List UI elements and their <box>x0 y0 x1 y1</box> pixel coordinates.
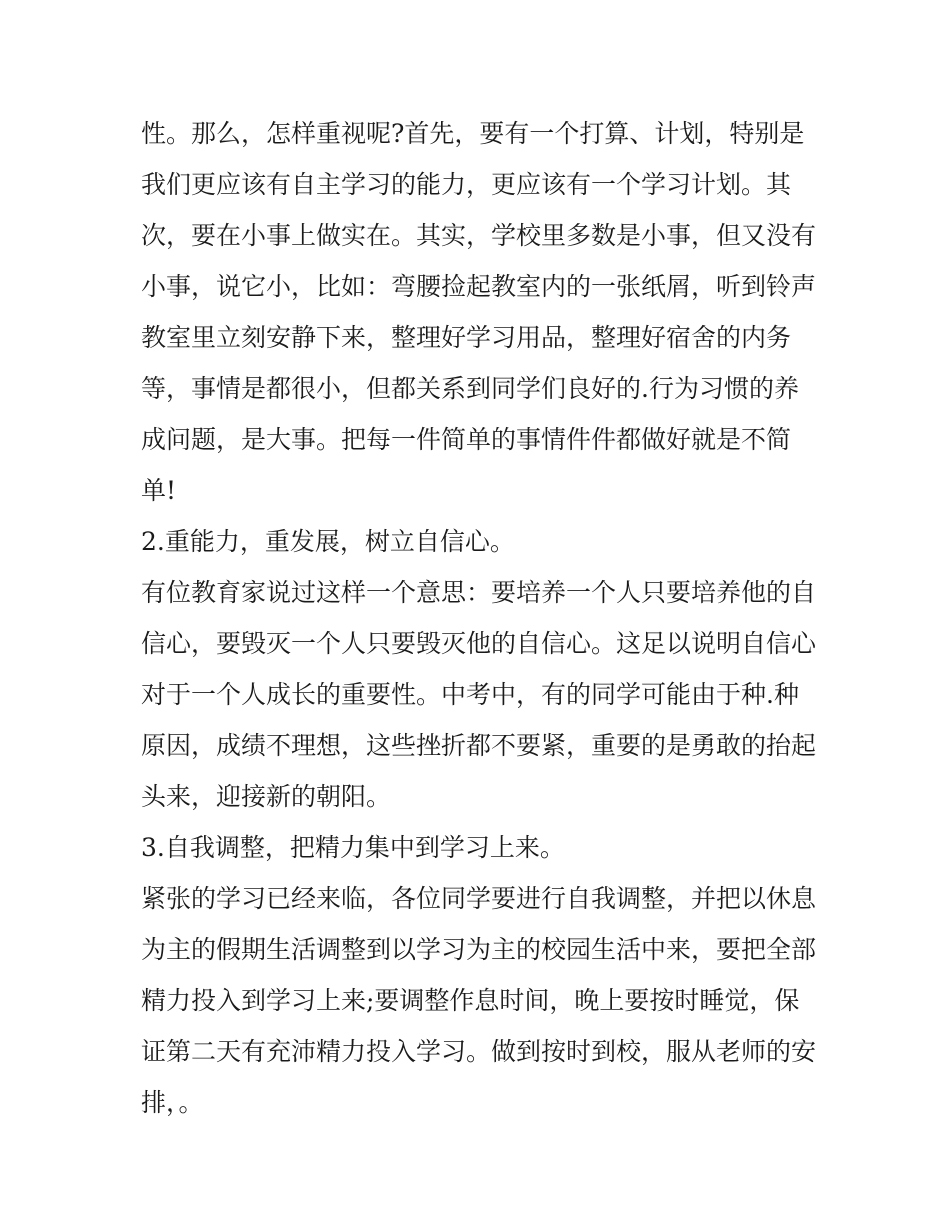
text-line: 信心，要毁灭一个人只要毁灭他的自信心。这足以说明自信心 <box>141 629 817 658</box>
text-line: 证第二天有充沛精力投入学习。做到按时到校，服从老师的安 <box>141 1037 817 1066</box>
section-heading: 3.自我调整，把精力集中到学习上来。 <box>141 833 565 862</box>
text-line: 为主的假期生活调整到以学习为主的校园生活中来，要把全部 <box>141 935 817 964</box>
text-line: 原因，成绩不理想，这些挫折都不要紧，重要的是勇敢的抬起 <box>141 731 817 760</box>
section-heading: 2.重能力，重发展，树立自信心。 <box>141 527 515 556</box>
text-line: 排，。 <box>141 1088 204 1117</box>
text-line: 等，事情是都很小，但都关系到同学们良好的.行为习惯的养 <box>141 374 799 403</box>
text-line: 性。那么，怎样重视呢?首先，要有一个打算、计划，特别是 <box>141 119 805 148</box>
text-line: 紧张的学习已经来临，各位同学要进行自我调整，并把以休息 <box>141 884 817 913</box>
document-body <box>141 108 817 1128</box>
text-line: 有位教育家说过这样一个意思：要培养一个人只要培养他的自 <box>141 578 817 607</box>
text-line: 次，要在小事上做实在。其实，学校里多数是小事，但又没有 <box>141 221 817 250</box>
text-line: 精力投入到学习上来;要调整作息时间，晚上要按时睡觉，保 <box>141 986 800 1015</box>
text-line: 我们更应该有自主学习的能力，更应该有一个学习计划。其 <box>141 170 792 199</box>
text-line: 教室里立刻安静下来，整理好学习用品，整理好宿舍的内务 <box>141 323 792 352</box>
text-line: 小事，说它小，比如：弯腰捡起教室内的一张纸屑，听到铃声 <box>141 272 817 301</box>
text-line: 成问题，是大事。把每一件简单的事情件件都做好就是不简 <box>141 425 792 454</box>
text-line: 对于一个人成长的重要性。中考中，有的同学可能由于种.种 <box>141 680 799 709</box>
text-line: 头来，迎接新的朝阳。 <box>141 782 392 811</box>
text-line: 单! <box>141 476 177 505</box>
